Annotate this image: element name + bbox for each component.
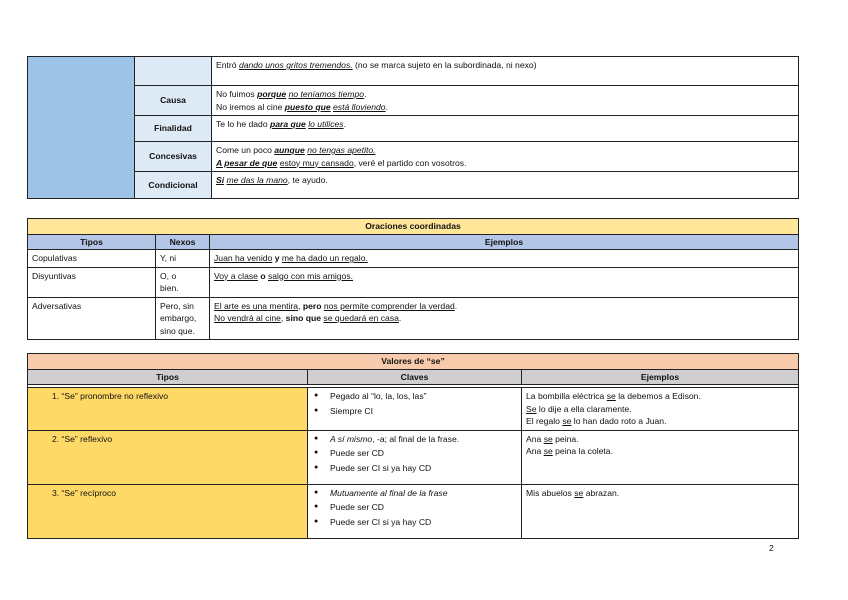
text-line xyxy=(214,300,794,313)
table-title: Oraciones coordinadas xyxy=(28,219,799,235)
text-run: . xyxy=(364,89,367,99)
text-run: . xyxy=(385,101,388,112)
row-label: Finalidad xyxy=(135,116,212,142)
example-cell xyxy=(212,57,799,86)
page-number: 2 xyxy=(769,543,774,553)
text-run: Puede ser CI si ya hay CD xyxy=(330,516,432,527)
example-cell xyxy=(210,250,799,268)
text-line xyxy=(216,88,794,101)
example-cell xyxy=(212,142,799,172)
text-run: la debemos a Edison. xyxy=(615,391,701,401)
nexos-cell xyxy=(156,267,210,297)
example-cell xyxy=(210,297,799,340)
text-run: Come un poco xyxy=(216,145,275,155)
text-run: A pesar de que xyxy=(216,157,278,168)
text-run: No vendrá al cine xyxy=(214,313,281,323)
column-header: Nexos xyxy=(156,234,210,250)
text-run: . xyxy=(343,119,346,129)
list-item xyxy=(312,501,517,514)
table-row xyxy=(28,116,799,142)
coordinadas-table xyxy=(27,218,799,340)
text-run: se quedará en casa xyxy=(323,313,399,323)
table-row xyxy=(28,86,799,116)
row-label: Causa xyxy=(135,86,212,116)
claves-cell xyxy=(308,430,522,484)
text-run: salgo con mis amigos. xyxy=(267,270,354,281)
text-run: Se xyxy=(526,403,537,414)
claves-list xyxy=(312,487,517,529)
text-run: no teníamos tiempo xyxy=(288,89,365,99)
text-line xyxy=(526,445,794,458)
claves-cell xyxy=(308,388,522,431)
text-run: sino que xyxy=(285,313,322,323)
text-run: lo utilices xyxy=(308,119,344,129)
text-line xyxy=(216,101,794,114)
row-label xyxy=(135,57,212,86)
column-header: Tipos xyxy=(28,234,156,250)
text-line xyxy=(216,144,794,157)
text-run: Pegado al “lo, la, los, las” xyxy=(330,391,427,401)
text-run: peina. xyxy=(552,433,579,444)
text-run: lo han dado roto a Juan. xyxy=(571,416,667,426)
table-title-row xyxy=(28,219,799,235)
text-line xyxy=(526,433,794,446)
text-line xyxy=(216,157,794,170)
text-run: , veré el partido con vosotros. xyxy=(353,157,467,168)
text-run: , te ayudo. xyxy=(287,175,328,185)
table-row xyxy=(28,430,799,484)
text-run: , xyxy=(280,313,286,323)
list-item xyxy=(312,462,517,475)
example-cell xyxy=(212,116,799,142)
tipo-cell: Disyuntivas xyxy=(28,267,156,297)
text-run: nos permite comprender la verdad xyxy=(323,300,455,311)
table-row xyxy=(28,57,799,86)
text-line xyxy=(216,59,794,72)
text-line xyxy=(216,174,794,187)
column-header: Ejemplos xyxy=(522,369,799,385)
text-line xyxy=(214,270,794,283)
column-header: Ejemplos xyxy=(210,234,799,250)
text-run: me das la mano xyxy=(226,175,288,185)
table-row xyxy=(28,142,799,172)
nexos-cell xyxy=(156,250,210,268)
text-run: Si xyxy=(216,175,225,185)
row-label: Condicional xyxy=(135,172,212,199)
text-run: A sí mismo xyxy=(330,433,373,444)
tipo-cell: Adversativas xyxy=(28,297,156,340)
text-run: Voy a clase xyxy=(214,270,258,281)
table-title: Valores de “se” xyxy=(28,354,799,370)
table-row xyxy=(28,172,799,199)
text-run: o xyxy=(260,270,266,281)
tipo-cell: 3. “Se” recíproco xyxy=(28,484,308,538)
text-run: Mutuamente al final de la frase xyxy=(330,487,448,498)
text-line xyxy=(214,252,794,265)
text-line xyxy=(214,312,794,325)
table-header-row xyxy=(28,234,799,250)
text-run: (no se marca sujeto en la subordinada, ni nexo) xyxy=(352,60,537,70)
text-run: está lloviendo xyxy=(333,101,386,112)
text-line xyxy=(526,390,794,403)
text-line: bien. xyxy=(160,283,179,293)
text-run: . xyxy=(398,313,402,323)
tipo-cell: 2. “Se” reflexivo xyxy=(28,430,308,484)
text-run: se xyxy=(543,433,553,444)
text-run: se xyxy=(562,416,572,426)
list-item xyxy=(312,433,517,446)
table-row xyxy=(28,297,799,340)
table-header-row xyxy=(28,369,799,385)
subordinadas-table xyxy=(27,56,799,199)
text-run: estoy muy cansado xyxy=(279,157,354,168)
text-run: Puede ser CD xyxy=(330,502,384,512)
text-run: porque xyxy=(257,89,287,99)
text-run: se xyxy=(574,487,584,498)
tipo-cell: Copulativas xyxy=(28,250,156,268)
list-item xyxy=(312,447,517,460)
text-line: Y, ni xyxy=(160,253,177,263)
text-run: aunque xyxy=(274,145,305,155)
text-line: sino que. xyxy=(160,325,195,336)
text-run: Puede ser CD xyxy=(330,448,384,458)
list-item xyxy=(312,405,517,418)
text-run: No iremos al cine xyxy=(216,101,285,112)
text-line: Pero, sin xyxy=(160,300,194,311)
text-run: Juan ha venido xyxy=(214,253,273,263)
tipo-cell: 1. “Se” pronombre no reflexivo xyxy=(28,388,308,431)
column-header: Claves xyxy=(308,369,522,385)
table-row xyxy=(28,267,799,297)
text-run: para que xyxy=(270,119,306,129)
text-run: Siempre CI xyxy=(330,405,373,416)
text-run: , -a; al final de la frase. xyxy=(372,433,460,444)
example-cell xyxy=(522,484,799,538)
text-run: No fuimos xyxy=(216,89,258,99)
text-run: Entró xyxy=(216,60,239,70)
text-run: no tengas apetito. xyxy=(307,145,376,155)
list-item xyxy=(312,390,517,403)
text-run: puesto que xyxy=(284,101,331,112)
text-line: O, o xyxy=(160,270,177,281)
text-run: Ana xyxy=(526,446,544,456)
text-run: El regalo xyxy=(526,416,563,426)
text-line xyxy=(526,487,794,500)
text-line: embargo, xyxy=(160,313,197,323)
text-run: La bombilla eléctrica xyxy=(526,391,607,401)
claves-list xyxy=(312,433,517,475)
text-run: dando unos gritos tremendos. xyxy=(238,60,353,70)
category-cell xyxy=(28,57,135,199)
text-run: y xyxy=(274,253,280,263)
row-label: Concesivas xyxy=(135,142,212,172)
example-cell xyxy=(212,172,799,199)
table-title-row xyxy=(28,354,799,370)
text-run: El arte es una mentira xyxy=(214,300,299,311)
text-run: me ha dado un regalo. xyxy=(281,253,368,263)
text-run: abrazan. xyxy=(583,487,620,498)
list-item xyxy=(312,516,517,529)
table-row xyxy=(28,484,799,538)
claves-list xyxy=(312,390,517,417)
table-row xyxy=(28,250,799,268)
text-line xyxy=(526,415,794,428)
example-cell xyxy=(210,267,799,297)
table-row xyxy=(28,388,799,431)
text-run: Puede ser CI si ya hay CD xyxy=(330,462,432,473)
text-line xyxy=(216,118,794,131)
claves-cell xyxy=(308,484,522,538)
nexos-cell xyxy=(156,297,210,340)
example-cell xyxy=(522,430,799,484)
text-line xyxy=(526,403,794,416)
se-values-table xyxy=(27,353,799,539)
column-header: Tipos xyxy=(28,369,308,385)
example-cell xyxy=(522,388,799,431)
text-run: . xyxy=(454,300,458,311)
text-run: Ana xyxy=(526,433,544,444)
example-cell xyxy=(212,86,799,116)
list-item xyxy=(312,487,517,500)
text-run: Mis abuelos xyxy=(526,487,575,498)
text-run: se xyxy=(606,391,616,401)
text-run: pero xyxy=(302,300,322,311)
text-run: lo dije a ella claramente. xyxy=(536,403,632,414)
text-run: se xyxy=(543,446,553,456)
text-run: Te lo he dado xyxy=(216,119,270,129)
text-run: , xyxy=(298,300,303,311)
text-run: peina la coleta. xyxy=(552,446,613,456)
